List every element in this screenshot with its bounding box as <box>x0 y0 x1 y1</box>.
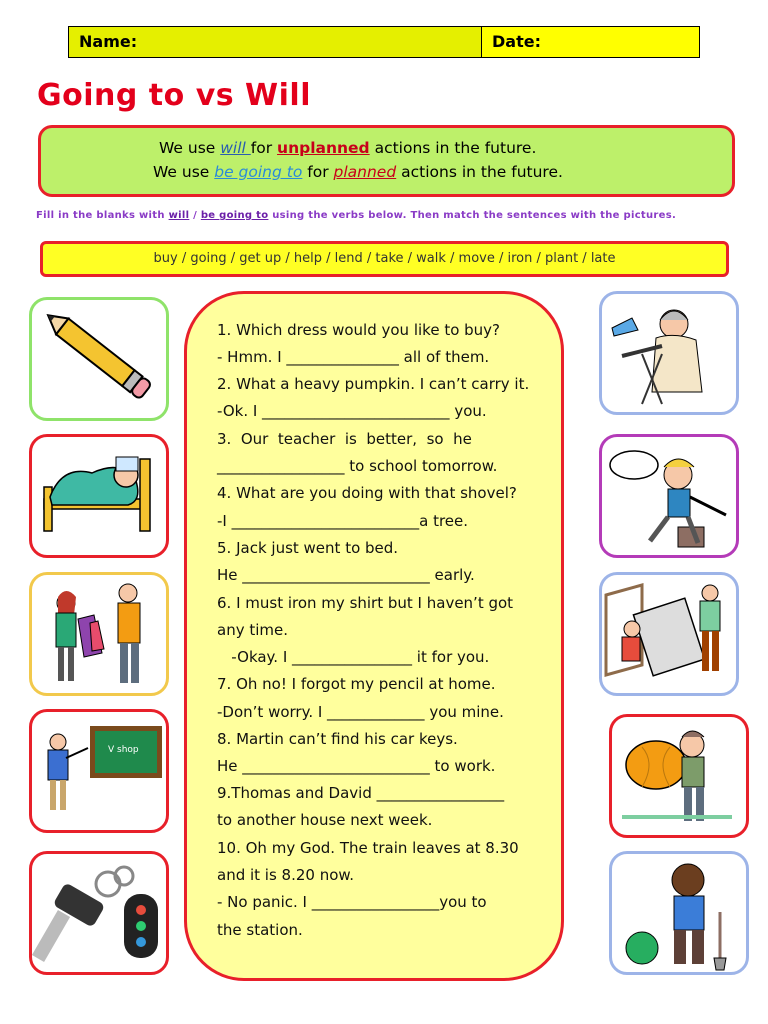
exercise-line: any time. <box>217 621 289 639</box>
rule-text: We use <box>153 163 215 181</box>
bed-picture <box>29 434 169 558</box>
unplanned-keyword: unplanned <box>277 139 370 157</box>
rules-box <box>38 125 735 197</box>
exercise-line[interactable]: He _________________________ to work. <box>217 757 496 775</box>
rule-text: actions in the future. <box>396 163 563 181</box>
instruction-will: will <box>168 210 190 221</box>
rule-text: for <box>302 163 334 181</box>
exercise-line[interactable]: He _________________________ early. <box>217 566 475 584</box>
planned-keyword: planned <box>333 163 397 181</box>
moving-picture <box>599 572 739 696</box>
will-keyword: will <box>220 139 251 157</box>
exercise-line: and it is 8.20 now. <box>217 866 355 884</box>
instruction-text: using the verbs below. Then match the sentences with the pictures. <box>268 210 677 221</box>
exercise-line[interactable]: -Ok. I _________________________ you. <box>217 402 487 420</box>
exercise-line[interactable]: - No panic. I _________________you to <box>217 893 487 911</box>
pumpkin-picture <box>609 714 749 838</box>
exercise-line: the station. <box>217 921 303 939</box>
ironing-picture <box>599 291 739 415</box>
instruction-text: Fill in the blanks with <box>36 210 169 221</box>
exercise-line: 5. Jack just went to bed. <box>217 539 399 557</box>
exercise-line: 2. What a heavy pumpkin. I can’t carry it. <box>217 375 530 393</box>
exercise-line[interactable]: -Don’t worry. I _____________ you mine. <box>217 703 504 721</box>
instruction-be-going-to: be going to <box>200 210 269 221</box>
exercise-line[interactable]: - Hmm. I _______________ all of them. <box>217 348 490 366</box>
name-field[interactable]: Name: <box>69 27 482 57</box>
page-title: Going to vs Will <box>37 78 311 113</box>
exercise-line[interactable]: _________________ to school tomorrow. <box>217 457 498 475</box>
teacher-picture <box>29 709 169 833</box>
date-field[interactable]: Date: <box>492 32 541 51</box>
exercise-line: 8. Martin can’t find his car keys. <box>217 730 458 748</box>
exercise-line: 3. Our teacher is better, so he <box>217 430 472 448</box>
rule-text: We use <box>159 139 221 157</box>
exercise-line: 1. Which dress would you like to buy? <box>217 321 501 339</box>
instructions <box>36 210 736 221</box>
late-worker-picture <box>599 434 739 558</box>
exercise-line[interactable]: -Okay. I ________________ it for you. <box>217 648 490 666</box>
pencil-picture <box>29 297 169 421</box>
verb-bank: buy / going / get up / help / lend / take / walk / move / iron / plant / late <box>40 241 729 277</box>
exercise-line: 7. Oh no! I forgot my pencil at home. <box>217 675 496 693</box>
rule-will <box>159 139 536 157</box>
exercise-line: 10. Oh my God. The train leaves at 8.30 <box>217 839 519 857</box>
exercise-line[interactable]: 9.Thomas and David _________________ <box>217 784 505 802</box>
board-text: V shop <box>108 745 139 755</box>
instruction-sep: / <box>189 210 201 221</box>
car-keys-picture <box>29 851 169 975</box>
shopping-picture <box>29 572 169 696</box>
exercise-line: 6. I must iron my shirt but I haven’t got <box>217 594 514 612</box>
rule-going-to <box>153 163 563 181</box>
exercise-line: 4. What are you doing with that shovel? <box>217 484 517 502</box>
gardener-picture <box>609 851 749 975</box>
exercise-line: to another house next week. <box>217 811 433 829</box>
exercise-panel <box>184 291 564 981</box>
rule-text: actions in the future. <box>369 139 537 157</box>
rule-text: for <box>250 139 278 157</box>
be-going-to-keyword: be going to <box>214 163 303 181</box>
name-date-header <box>68 26 700 58</box>
exercise-line[interactable]: -I _________________________a tree. <box>217 512 469 530</box>
